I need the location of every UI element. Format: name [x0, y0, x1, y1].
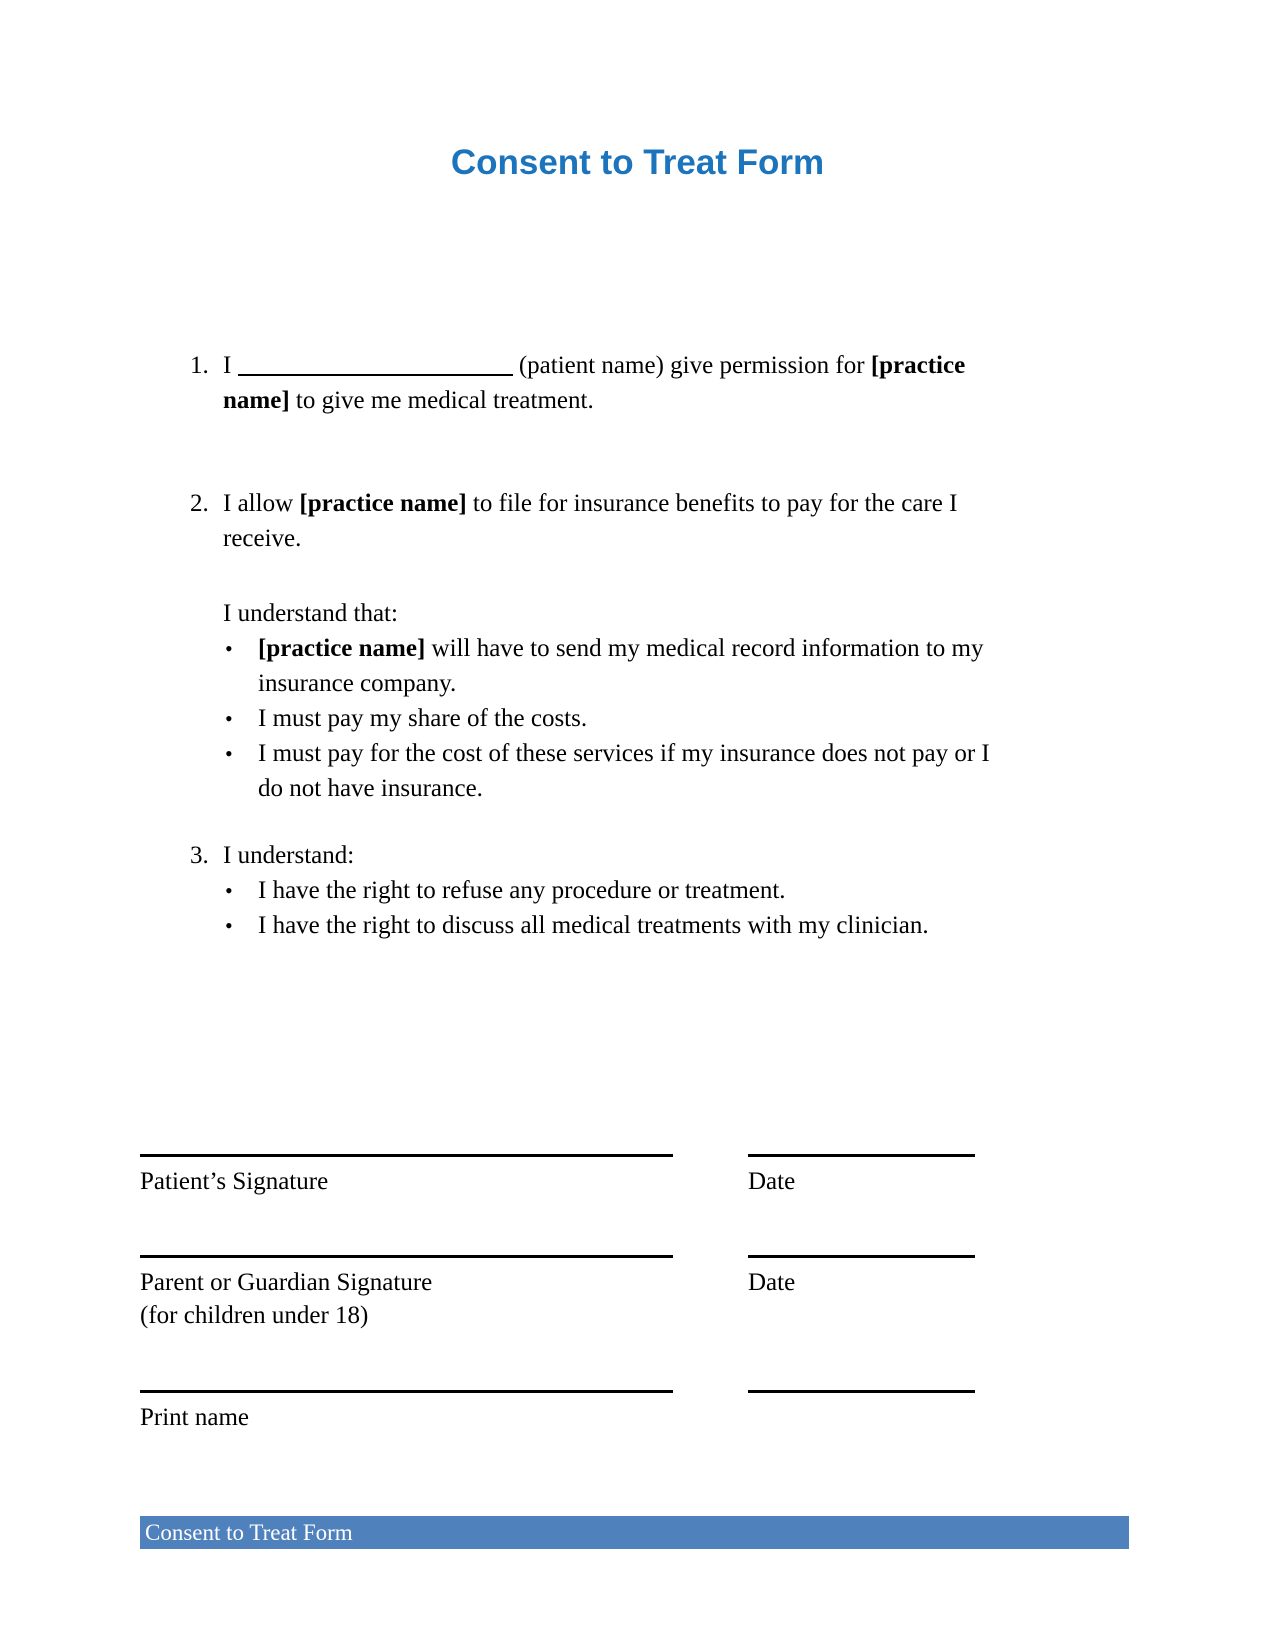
guardian-date-block — [748, 1255, 975, 1332]
footer-text: Consent to Treat Form — [145, 1520, 353, 1545]
bullet5-text: I have the right to discuss all medical treatments with my clinician. — [258, 912, 929, 939]
bullet-marker: • — [225, 636, 233, 661]
guardian-date-label: Date — [748, 1269, 796, 1296]
signature-row-guardian — [140, 1255, 1135, 1332]
patient-date-block — [748, 1154, 975, 1198]
list-item-2 — [140, 486, 1135, 556]
item2-text-line1: to file for insurance benefits to pay for the care I — [472, 490, 958, 517]
item1-text-end: to give me medical treatment. — [295, 387, 594, 414]
bullet1-text-line1: will have to send my medical record information to my — [431, 635, 984, 662]
item3-heading: I understand: — [223, 842, 355, 869]
print-name-block — [140, 1390, 673, 1434]
bullet-item-pay-cost — [140, 736, 1135, 806]
guardian-date-line — [748, 1255, 975, 1258]
print-name-date-block — [748, 1390, 975, 1434]
bullet3-text-line1: I must pay for the cost of these services if my insurance does not pay or I — [258, 740, 990, 767]
guardian-signature-sublabel: (for children under 18) — [140, 1302, 369, 1329]
list-number-2: 2. — [190, 490, 209, 517]
bullet-item-refuse-right — [140, 873, 1135, 908]
bullet-marker: • — [225, 741, 233, 766]
print-name-line — [140, 1390, 673, 1393]
bullet1-practice-name-bold: [practice name] — [258, 635, 426, 662]
page-title: Consent to Treat Form — [450, 143, 825, 182]
item2-text-line2: receive. — [223, 525, 302, 552]
print-name-date-line — [748, 1390, 975, 1393]
patient-signature-line — [140, 1154, 673, 1157]
patient-name-blank-line — [238, 354, 513, 377]
bullet-item-medical-record — [140, 631, 1135, 701]
document-body — [140, 348, 1135, 943]
patient-date-line — [748, 1154, 975, 1157]
understand-that-heading: I understand that: — [223, 600, 398, 627]
bullet1-text-line2: insurance company. — [258, 670, 457, 697]
bullet-item-pay-share — [140, 701, 1135, 736]
footer-bar — [140, 1516, 1129, 1549]
signature-row-patient — [140, 1154, 1135, 1198]
item2-practice-name-bold: [practice name] — [299, 490, 467, 517]
item1-text-mid: (patient name) give permission for — [518, 352, 865, 379]
item1-text-start: I — [223, 352, 232, 379]
guardian-signature-label: Parent or Guardian Signature — [140, 1269, 433, 1296]
bullet-item-discuss-right — [140, 908, 1135, 943]
bullet2-text: I must pay my share of the costs. — [258, 705, 588, 732]
bullet3-text-line2: do not have insurance. — [258, 775, 483, 802]
guardian-signature-line — [140, 1255, 673, 1258]
patient-date-label: Date — [748, 1168, 796, 1195]
guardian-signature-block — [140, 1255, 673, 1332]
signature-row-print-name — [140, 1390, 1135, 1434]
bullet-marker: • — [225, 913, 233, 938]
bullet4-text: I have the right to refuse any procedure or treatment. — [258, 877, 786, 904]
patient-signature-label: Patient’s Signature — [140, 1168, 329, 1195]
item2-text-start: I allow — [223, 490, 294, 517]
patient-signature-block — [140, 1154, 673, 1198]
item1-practice-name-bold-cont: name] — [223, 387, 290, 414]
bullet-marker: • — [225, 706, 233, 731]
item1-practice-name-bold: [practice — [870, 352, 966, 379]
print-name-label: Print name — [140, 1404, 250, 1431]
bullet-marker: • — [225, 878, 233, 903]
list-item-1 — [140, 348, 1135, 418]
list-item-3 — [140, 838, 1135, 873]
list-number-1: 1. — [190, 352, 209, 379]
list-number-3: 3. — [190, 842, 209, 869]
